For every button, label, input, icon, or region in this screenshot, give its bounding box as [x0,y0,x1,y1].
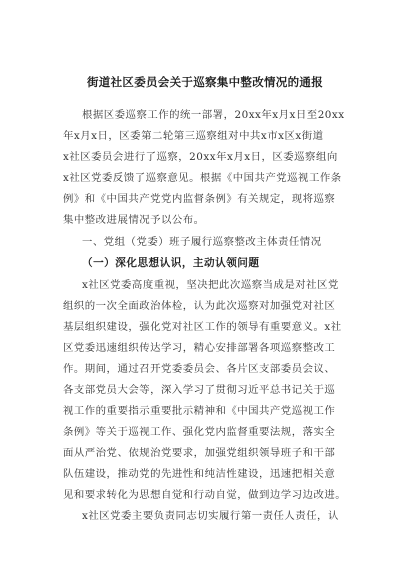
paragraph-line: 组织的一次全面政治体检，认为此次巡察对加强党对社区 [63,300,336,312]
paragraph-line: x社区委员会进行了巡察，20xx年x月x日，区委巡察组向 [63,151,338,163]
paragraph-line: 队伍建设，推动党的先进性和纯洁性建设，迅速把相关意 [63,468,336,480]
paragraph-line: x社区党委高度重视，坚决把此次巡察当成是对社区党 [82,279,339,291]
paragraph-line: 各支部党员大会等，深入学习了贯彻习近平总书记关于巡 [63,384,336,396]
section-heading: 一、党组（党委）班子履行巡察整改主体责任情况 [82,236,322,248]
paragraph-line: 集中整改进展情况予以公布。 [63,214,205,226]
paragraph-line: 面从严治党、依规治党要求，加强党组织领导班子和干部 [63,447,336,459]
paragraph-line: 年x月x日，区委第二轮第三巡察组对中共x市x区x街道 [63,130,324,142]
paragraph-line: 根据区委巡察工作的统一部署，20xx年x月x日至20xx [82,109,345,121]
subsection-heading: （一）深化思想认识，主动认领问题 [82,257,260,269]
paragraph-line: 区党委迅速组织传达学习，精心安排部署各项巡察整改工 [63,342,336,354]
paragraph-line: 例》和《中国共产党党内监督条例》有关规定，现将巡察 [63,193,336,205]
paragraph-line: x社区党委主要负责同志切实履行第一责任人责任，认 [82,510,339,522]
paragraph-line: 作。期间，通过召开党委委员会、各片区支部委员会议、 [63,363,336,375]
paragraph-line: 见和要求转化为思想自觉和行动自觉，做到边学习边改进。 [63,489,347,501]
paragraph-line: 基层组织建设，强化党对社区工作的领导有重要意义。x社 [63,321,342,333]
paragraph-line: x社区党委反馈了巡察意见。根据《中国共产党巡视工作条 [63,172,342,184]
paragraph-line: 条例》等关于巡视工作、强化党内监督重要法规，落实全 [63,426,336,438]
paragraph-line: 视工作的重要指示重要批示精神和《中国共产党巡视工作 [63,405,336,417]
document-title: 街道社区委员会关于巡察集中整改情况的通报 [87,75,323,89]
